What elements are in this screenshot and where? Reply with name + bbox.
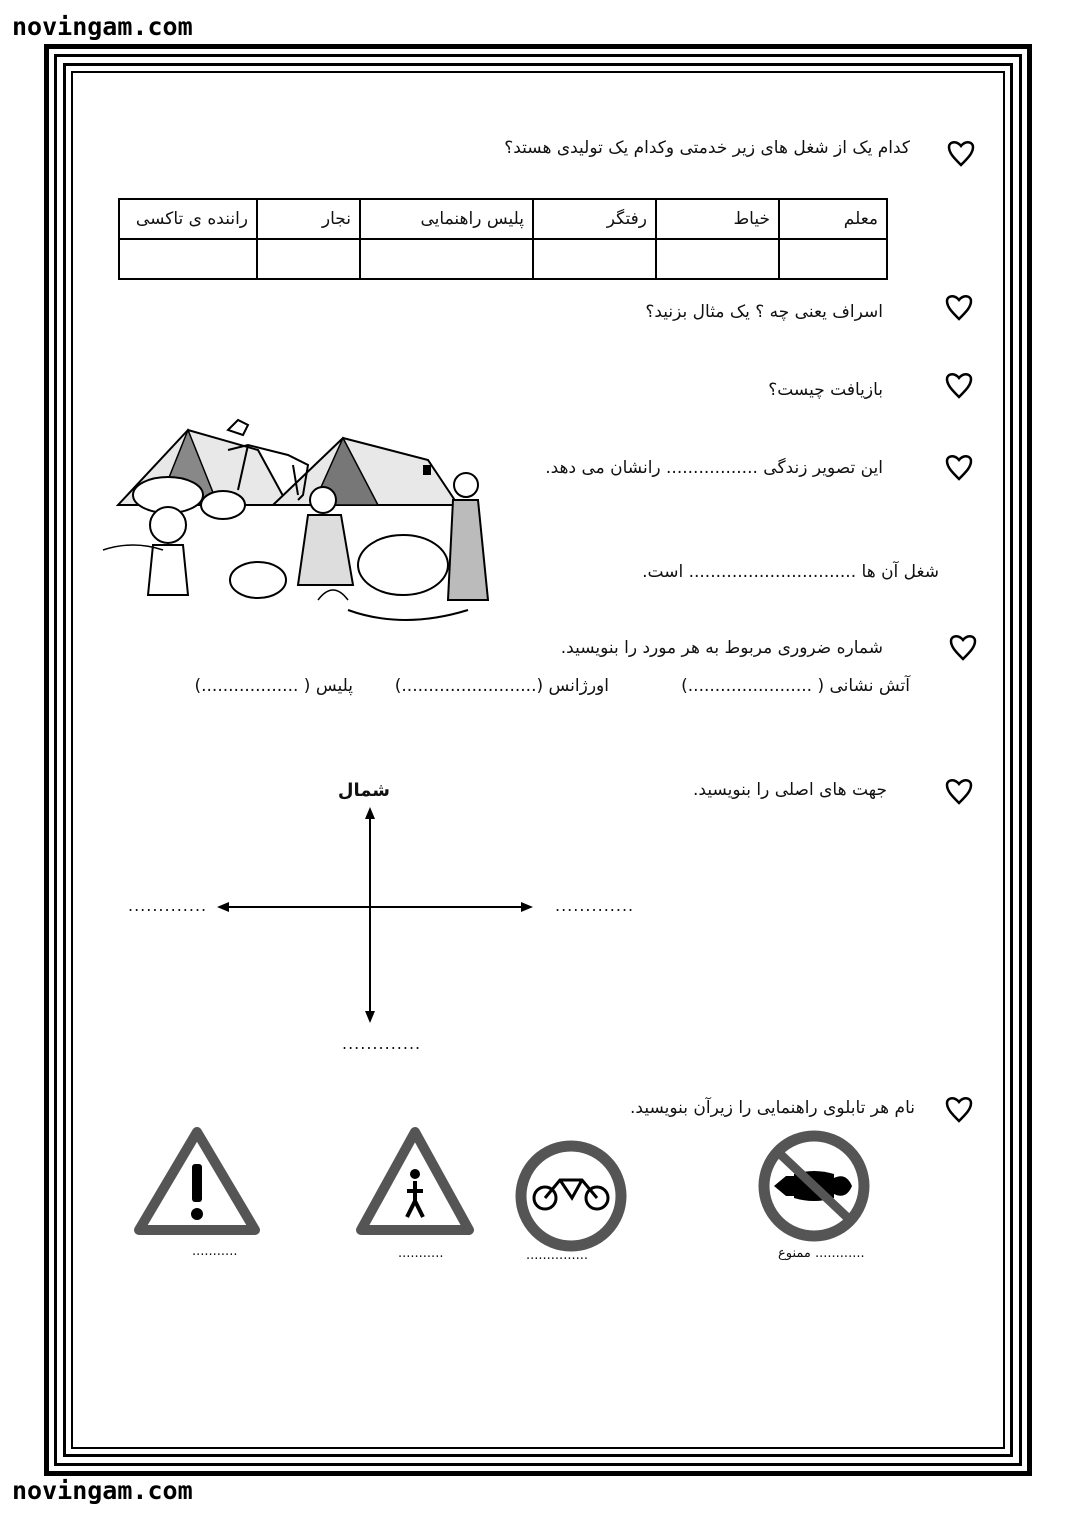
no-bicycle-sign-icon xyxy=(500,1140,642,1252)
emergency-ambulance: اورژانس (.........................) xyxy=(394,676,609,696)
answer-cell[interactable] xyxy=(360,239,533,279)
question-directions: جهت های اصلی را بنویسید. xyxy=(693,780,887,800)
jobs-table xyxy=(118,198,888,280)
watermark-bottom: novingam.com xyxy=(12,1476,193,1505)
sign-label-pedestrian[interactable]: ........... xyxy=(398,1246,444,1261)
sign-label-no-horn[interactable]: ............ ممنوع xyxy=(778,1246,865,1261)
heart-icon xyxy=(944,452,974,482)
answer-cell[interactable] xyxy=(656,239,779,279)
answer-cell[interactable] xyxy=(119,239,257,279)
question-traffic-signs: نام هر تابلوی راهنمایی را زیرآن بنویسید. xyxy=(630,1098,915,1118)
job-cell: نجار xyxy=(257,199,360,239)
compass-east-blank[interactable]: ............. xyxy=(555,896,635,915)
answer-cell[interactable] xyxy=(779,239,887,279)
answer-cell[interactable] xyxy=(257,239,360,279)
job-cell: رفتگر xyxy=(533,199,656,239)
question-jobs: کدام یک از شغل های زیر خدمتی وکدام یک تولیدی هستد؟ xyxy=(504,138,910,158)
warning-sign-icon xyxy=(133,1126,261,1238)
compass-arrows xyxy=(215,805,535,1025)
heart-icon xyxy=(944,370,974,400)
heart-icon xyxy=(944,776,974,806)
question-nomad-life: این تصویر زندگی ................. رانشان می دهد. xyxy=(545,458,883,478)
compass-south-blank[interactable]: ............. xyxy=(342,1034,422,1053)
sign-label-no-bicycle[interactable]: ............... xyxy=(526,1248,588,1263)
pedestrian-crossing-sign-icon xyxy=(355,1126,475,1238)
question-nomad-job: شغل آن ها ............................... است. xyxy=(642,562,939,582)
heart-icon xyxy=(944,292,974,322)
nomad-camp-illustration xyxy=(98,410,510,624)
question-emergency-numbers: شماره ضروری مربوط به هر مورد را بنویسید. xyxy=(560,638,883,658)
heart-icon xyxy=(946,138,976,168)
compass-west-blank[interactable]: ............. xyxy=(128,896,208,915)
sign-label-warning[interactable]: ........... xyxy=(192,1244,238,1259)
job-cell: پلیس راهنمایی xyxy=(360,199,533,239)
emergency-police: پلیس ( ..................) xyxy=(194,676,353,696)
compass-north-label: شمال xyxy=(337,780,390,801)
question-recycling: بازیافت چیست؟ xyxy=(768,380,883,400)
watermark-top: novingam.com xyxy=(12,12,193,41)
job-cell: راننده ی تاکسی xyxy=(119,199,257,239)
answer-cell[interactable] xyxy=(533,239,656,279)
heart-icon xyxy=(944,1094,974,1124)
question-waste: اسراف یعنی چه ؟ یک مثال بزنید؟ xyxy=(645,302,883,322)
no-horn-sign-icon xyxy=(740,1130,888,1242)
job-cell: معلم xyxy=(779,199,887,239)
emergency-fire: آتش نشانی ( .......................) xyxy=(681,676,910,696)
heart-icon xyxy=(948,632,978,662)
job-cell: خیاط xyxy=(656,199,779,239)
